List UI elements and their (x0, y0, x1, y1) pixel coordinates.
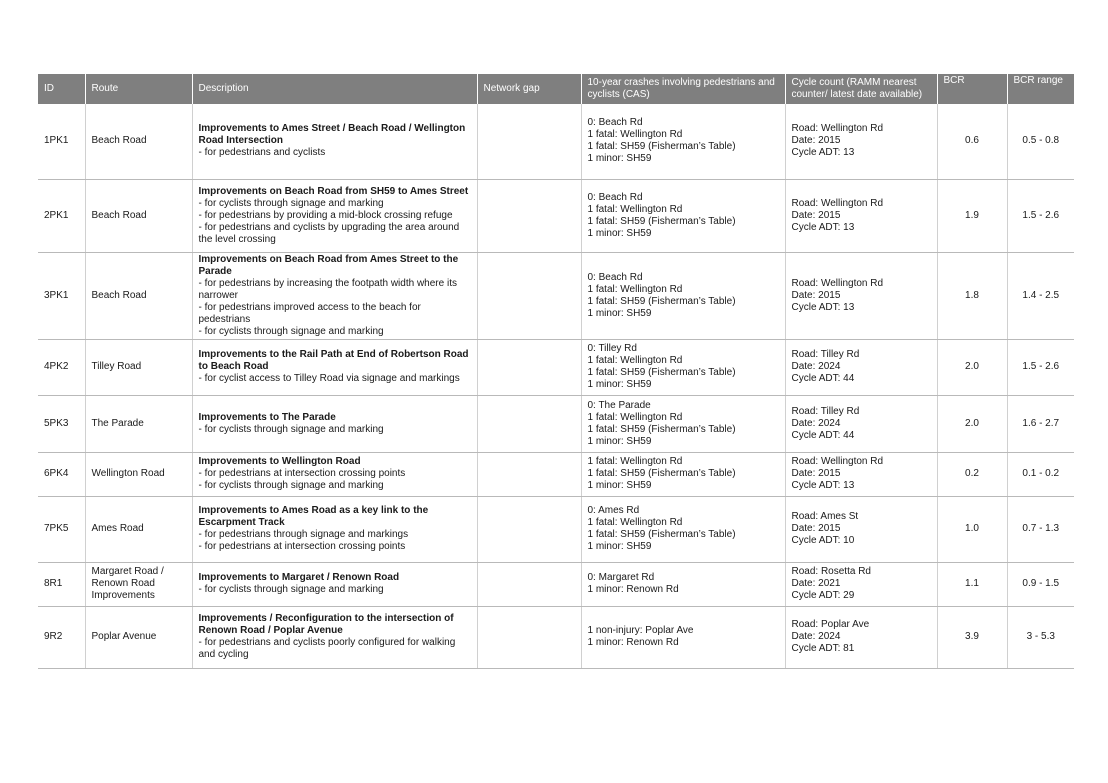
cell-crashes (581, 395, 785, 452)
description-line: - for cyclists through signage and marking (198, 584, 384, 595)
header-bcr-range: BCR range (1007, 74, 1074, 104)
description-title: Improvements to Margaret / Renown Road (198, 572, 400, 583)
cell-id: 9R2 (38, 606, 85, 668)
crash-line: 1 minor: SH59 (587, 480, 652, 491)
cell-bcr: 3.9 (937, 606, 1007, 668)
cell-id: 3PK1 (38, 252, 85, 339)
cell-route: Beach Road (85, 179, 192, 252)
crash-line: 1 minor: SH59 (587, 153, 652, 165)
description-title: Improvements to The Parade (198, 411, 336, 423)
cell-bcr-range: 1.6 - 2.7 (1007, 395, 1074, 452)
cell-route: Beach Road (85, 104, 192, 179)
description-line: - for cyclists through signage and marking (198, 197, 384, 209)
table-row (38, 606, 1074, 668)
cycle-line: Date: 2015 (791, 209, 841, 221)
cycle-line: Date: 2024 (791, 417, 841, 429)
cycle-line: Road: Wellington Rd (791, 123, 884, 135)
cycle-line: Road: Tilley Rd (791, 405, 860, 417)
crash-line: 1 minor: SH59 (587, 541, 652, 552)
crash-line: 1 minor: SH59 (587, 435, 652, 447)
cycle-line: Road: Wellington Rd (791, 197, 884, 209)
cell-bcr-range: 3 - 5.3 (1007, 606, 1074, 668)
cell-network-gap (477, 252, 581, 339)
header-description: Description (192, 74, 477, 104)
cell-bcr-range: 0.1 - 0.2 (1007, 452, 1074, 496)
header-id: ID (38, 74, 85, 104)
cell-cycle-count (785, 606, 937, 668)
cell-description (192, 562, 477, 606)
description-title: Improvements on Beach Road from SH59 to Ames Street (198, 185, 469, 197)
crash-line: 1 fatal: Wellington Rd (587, 203, 683, 215)
cell-route: Wellington Road (85, 452, 192, 496)
cycle-line: Date: 2015 (791, 523, 841, 534)
cell-bcr: 0.2 (937, 452, 1007, 496)
cell-network-gap (477, 452, 581, 496)
cycle-line: Road: Ames St (791, 511, 859, 522)
description-line: - for pedestrians improved access to the beach for pedestrians (198, 301, 421, 325)
description-line: - for cyclists through signage and marking (198, 480, 384, 491)
cycle-line: Cycle ADT: 13 (791, 480, 855, 491)
cell-network-gap (477, 496, 581, 562)
cell-crashes (581, 562, 785, 606)
crash-line: 0: Beach Rd (587, 191, 643, 203)
cell-cycle-count (785, 339, 937, 395)
cell-bcr: 1.1 (937, 562, 1007, 606)
crash-line: 1 non-injury: Poplar Ave (587, 625, 694, 636)
crash-line: 1 fatal: Wellington Rd (587, 283, 683, 295)
cell-cycle-count (785, 496, 937, 562)
header-route: Route (85, 74, 192, 104)
cycle-line: Cycle ADT: 29 (791, 590, 855, 601)
header-cycle-count: Cycle count (RAMM nearest counter/ latest date available) (785, 74, 937, 104)
cycle-line: Date: 2021 (791, 578, 841, 589)
cell-id: 5PK3 (38, 395, 85, 452)
cell-id: 4PK2 (38, 339, 85, 395)
cell-cycle-count (785, 452, 937, 496)
cell-id: 6PK4 (38, 452, 85, 496)
crash-line: 0: Beach Rd (587, 271, 643, 283)
table-row (38, 496, 1074, 562)
crash-line: 1 minor: SH59 (587, 307, 652, 319)
cell-bcr: 1.9 (937, 179, 1007, 252)
cell-bcr: 2.0 (937, 395, 1007, 452)
cell-description (192, 339, 477, 395)
table-row (38, 252, 1074, 339)
cell-cycle-count (785, 562, 937, 606)
crash-line: 1 fatal: Wellington Rd (587, 411, 683, 423)
cell-id: 2PK1 (38, 179, 85, 252)
description-line: - for pedestrians through signage and markings (198, 529, 409, 540)
cell-bcr-range: 0.5 - 0.8 (1007, 104, 1074, 179)
cycle-line: Date: 2015 (791, 289, 841, 301)
cell-bcr: 0.6 (937, 104, 1007, 179)
description-line: - for pedestrians by providing a mid-block crossing refuge (198, 209, 453, 221)
crash-line: 0: Tilley Rd (587, 343, 637, 354)
crash-line: 0: The Parade (587, 399, 651, 411)
description-title: Improvements to Wellington Road (198, 456, 361, 467)
cell-network-gap (477, 606, 581, 668)
header-network-gap: Network gap (477, 74, 581, 104)
cell-network-gap (477, 179, 581, 252)
cell-id: 1PK1 (38, 104, 85, 179)
cell-network-gap (477, 562, 581, 606)
cell-crashes (581, 339, 785, 395)
cell-bcr: 1.0 (937, 496, 1007, 562)
cycle-line: Date: 2024 (791, 631, 841, 642)
cell-description (192, 104, 477, 179)
crash-line: 1 fatal: Wellington Rd (587, 129, 683, 141)
crash-line: 1 fatal: SH59 (Fisherman’s Table) (587, 468, 736, 479)
cell-cycle-count (785, 395, 937, 452)
cycle-line: Cycle ADT: 44 (791, 429, 855, 441)
table-body (38, 104, 1074, 668)
cell-network-gap (477, 395, 581, 452)
description-line: - for cyclist access to Tilley Road via signage and markings (198, 373, 460, 384)
crash-line: 1 minor: SH59 (587, 227, 652, 239)
description-title: Improvements on Beach Road from Ames Street to the Parade (198, 253, 459, 277)
crash-line: 0: Beach Rd (587, 117, 643, 129)
cell-bcr-range: 0.9 - 1.5 (1007, 562, 1074, 606)
cell-description (192, 179, 477, 252)
cell-crashes (581, 252, 785, 339)
crash-line: 1 fatal: Wellington Rd (587, 456, 683, 467)
crash-line: 1 fatal: SH59 (Fisherman’s Table) (587, 367, 736, 378)
cell-bcr-range: 1.5 - 2.6 (1007, 179, 1074, 252)
crash-line: 1 fatal: Wellington Rd (587, 517, 683, 528)
description-line: - for pedestrians and cyclists (198, 147, 326, 159)
crash-line: 0: Margaret Rd (587, 572, 655, 583)
crash-line: 1 fatal: SH59 (Fisherman’s Table) (587, 423, 736, 435)
description-line: - for pedestrians at intersection crossing points (198, 468, 406, 479)
description-title: Improvements to the Rail Path at End of Robertson Road to Beach Road (198, 349, 469, 372)
cell-bcr-range: 0.7 - 1.3 (1007, 496, 1074, 562)
cell-description (192, 395, 477, 452)
cell-id: 7PK5 (38, 496, 85, 562)
cell-route: Poplar Avenue (85, 606, 192, 668)
crash-line: 1 fatal: SH59 (Fisherman’s Table) (587, 215, 736, 227)
cycle-line: Road: Wellington Rd (791, 456, 884, 467)
table-row (38, 104, 1074, 179)
cell-crashes (581, 179, 785, 252)
cell-network-gap (477, 339, 581, 395)
table-row (38, 179, 1074, 252)
cell-crashes (581, 104, 785, 179)
description-line: - for pedestrians by increasing the footpath width where its narrower (198, 277, 457, 301)
table-row (38, 452, 1074, 496)
cell-bcr: 2.0 (937, 339, 1007, 395)
crash-line: 1 fatal: SH59 (Fisherman’s Table) (587, 295, 736, 307)
description-line: - for cyclists through signage and marking (198, 325, 384, 337)
description-line: - for pedestrians and cyclists poorly configured for walking and cycling (198, 637, 456, 660)
cycle-line: Cycle ADT: 13 (791, 301, 855, 313)
cycle-line: Road: Tilley Rd (791, 349, 860, 360)
crash-line: 1 fatal: SH59 (Fisherman’s Table) (587, 529, 736, 540)
header-bcr: BCR (937, 74, 1007, 104)
cell-route: Ames Road (85, 496, 192, 562)
table-row (38, 562, 1074, 606)
table-row (38, 395, 1074, 452)
header-row (38, 74, 1074, 104)
cycle-line: Road: Wellington Rd (791, 277, 884, 289)
cycle-line: Cycle ADT: 13 (791, 221, 855, 233)
cell-route: Tilley Road (85, 339, 192, 395)
cell-bcr-range: 1.4 - 2.5 (1007, 252, 1074, 339)
header-crashes: 10-year crashes involving pedestrians and cyclists (CAS) (581, 74, 785, 104)
cell-bcr: 1.8 (937, 252, 1007, 339)
cell-crashes (581, 606, 785, 668)
crash-line: 0: Ames Rd (587, 505, 640, 516)
cell-crashes (581, 496, 785, 562)
cell-route: Beach Road (85, 252, 192, 339)
crash-line: 1 fatal: Wellington Rd (587, 355, 683, 366)
cell-cycle-count (785, 252, 937, 339)
cycle-line: Date: 2015 (791, 135, 841, 147)
description-line: - for cyclists through signage and marking (198, 423, 384, 435)
cycle-line: Cycle ADT: 10 (791, 535, 855, 546)
cell-network-gap (477, 104, 581, 179)
cycle-line: Date: 2024 (791, 361, 841, 372)
cell-bcr-range: 1.5 - 2.6 (1007, 339, 1074, 395)
cell-route: Margaret Road / Renown Road Improvements (85, 562, 192, 606)
cell-description (192, 252, 477, 339)
cycle-line: Cycle ADT: 13 (791, 147, 855, 159)
cycle-line: Road: Rosetta Rd (791, 566, 871, 577)
crash-line: 1 fatal: SH59 (Fisherman’s Table) (587, 141, 736, 153)
cycle-line: Cycle ADT: 81 (791, 643, 855, 654)
description-title: Improvements / Reconfiguration to the intersection of Renown Road / Poplar Avenue (198, 613, 454, 636)
crash-line: 1 minor: SH59 (587, 379, 652, 390)
description-title: Improvements to Ames Road as a key link to the Escarpment Track (198, 505, 429, 528)
description-title: Improvements to Ames Street / Beach Road / Wellington Road Intersection (198, 123, 466, 147)
cell-cycle-count (785, 179, 937, 252)
projects-table (38, 74, 1074, 669)
cell-cycle-count (785, 104, 937, 179)
cycle-line: Road: Poplar Ave (791, 619, 870, 630)
cell-crashes (581, 452, 785, 496)
crash-line: 1 minor: Renown Rd (587, 584, 679, 595)
cell-id: 8R1 (38, 562, 85, 606)
crash-line: 1 minor: Renown Rd (587, 637, 679, 648)
description-line: - for pedestrians and cyclists by upgrading the area around the level crossing (198, 221, 460, 245)
cycle-line: Date: 2015 (791, 468, 841, 479)
description-line: - for pedestrians at intersection crossing points (198, 541, 406, 552)
cell-description (192, 496, 477, 562)
cycle-line: Cycle ADT: 44 (791, 373, 855, 384)
cell-description (192, 606, 477, 668)
cell-route: The Parade (85, 395, 192, 452)
table-row (38, 339, 1074, 395)
cell-description (192, 452, 477, 496)
